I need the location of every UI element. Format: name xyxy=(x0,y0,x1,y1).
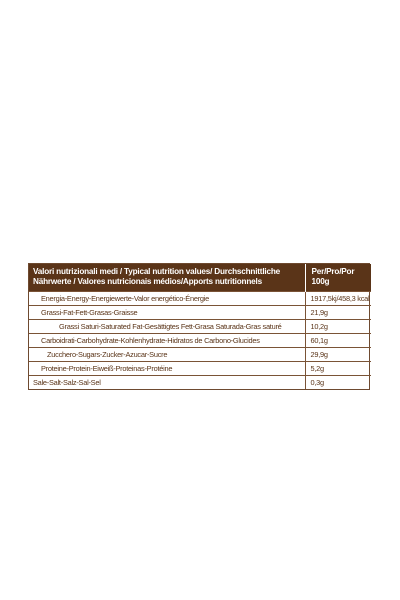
header-label-line1: Valori nutrizionali medi / Typical nutrition values/ Durchschnittliche xyxy=(33,267,280,276)
row-value-carbohydrate: 60,1g xyxy=(305,334,371,348)
table-row xyxy=(29,320,371,334)
header-label-line2: Nährwerte / Valores nutricionais médios/Apports nutritionnels xyxy=(33,277,262,286)
row-label-energy: Energia-Energy-Energiewerte-Valor energético-Énergie xyxy=(29,292,305,306)
table-row xyxy=(29,362,371,376)
row-label-sugars: Zucchero-Sugars-Zucker-Azucar-Sucre xyxy=(29,348,305,362)
row-label-fat: Grassi-Fat-Fett-Grasas-Graisse xyxy=(29,306,305,320)
row-label-protein: Proteine-Protein-Eiweiß-Proteinas-Protéine xyxy=(29,362,305,376)
row-value-saturated-fat: 10,2g xyxy=(305,320,371,334)
row-value-protein: 5,2g xyxy=(305,362,371,376)
header-value-column: Per/Pro/Por 100g xyxy=(305,264,371,292)
row-value-fat: 21,9g xyxy=(305,306,371,320)
table-header-row xyxy=(29,264,371,292)
row-value-energy: 1917,5kj/458,3 kcal xyxy=(305,292,371,306)
row-label-saturated-fat: Grassi Saturi-Saturated Fat-Gesättigtes Fett-Grasa Saturada-Gras saturé xyxy=(29,320,305,334)
table-row xyxy=(29,292,371,306)
nutrition-table-grid xyxy=(29,264,371,389)
row-label-salt: Sale-Salt-Salz-Sal-Sel xyxy=(29,376,305,390)
table-row xyxy=(29,376,371,390)
table-row xyxy=(29,348,371,362)
nutrition-table xyxy=(28,263,370,390)
table-row xyxy=(29,334,371,348)
row-value-salt: 0,3g xyxy=(305,376,371,390)
table-row xyxy=(29,306,371,320)
header-label xyxy=(29,264,305,292)
row-value-sugars: 29,9g xyxy=(305,348,371,362)
row-label-carbohydrate: Carboidrati-Carbohydrate-Kohlenhydrate-Hidratos de Carbono-Glucides xyxy=(29,334,305,348)
